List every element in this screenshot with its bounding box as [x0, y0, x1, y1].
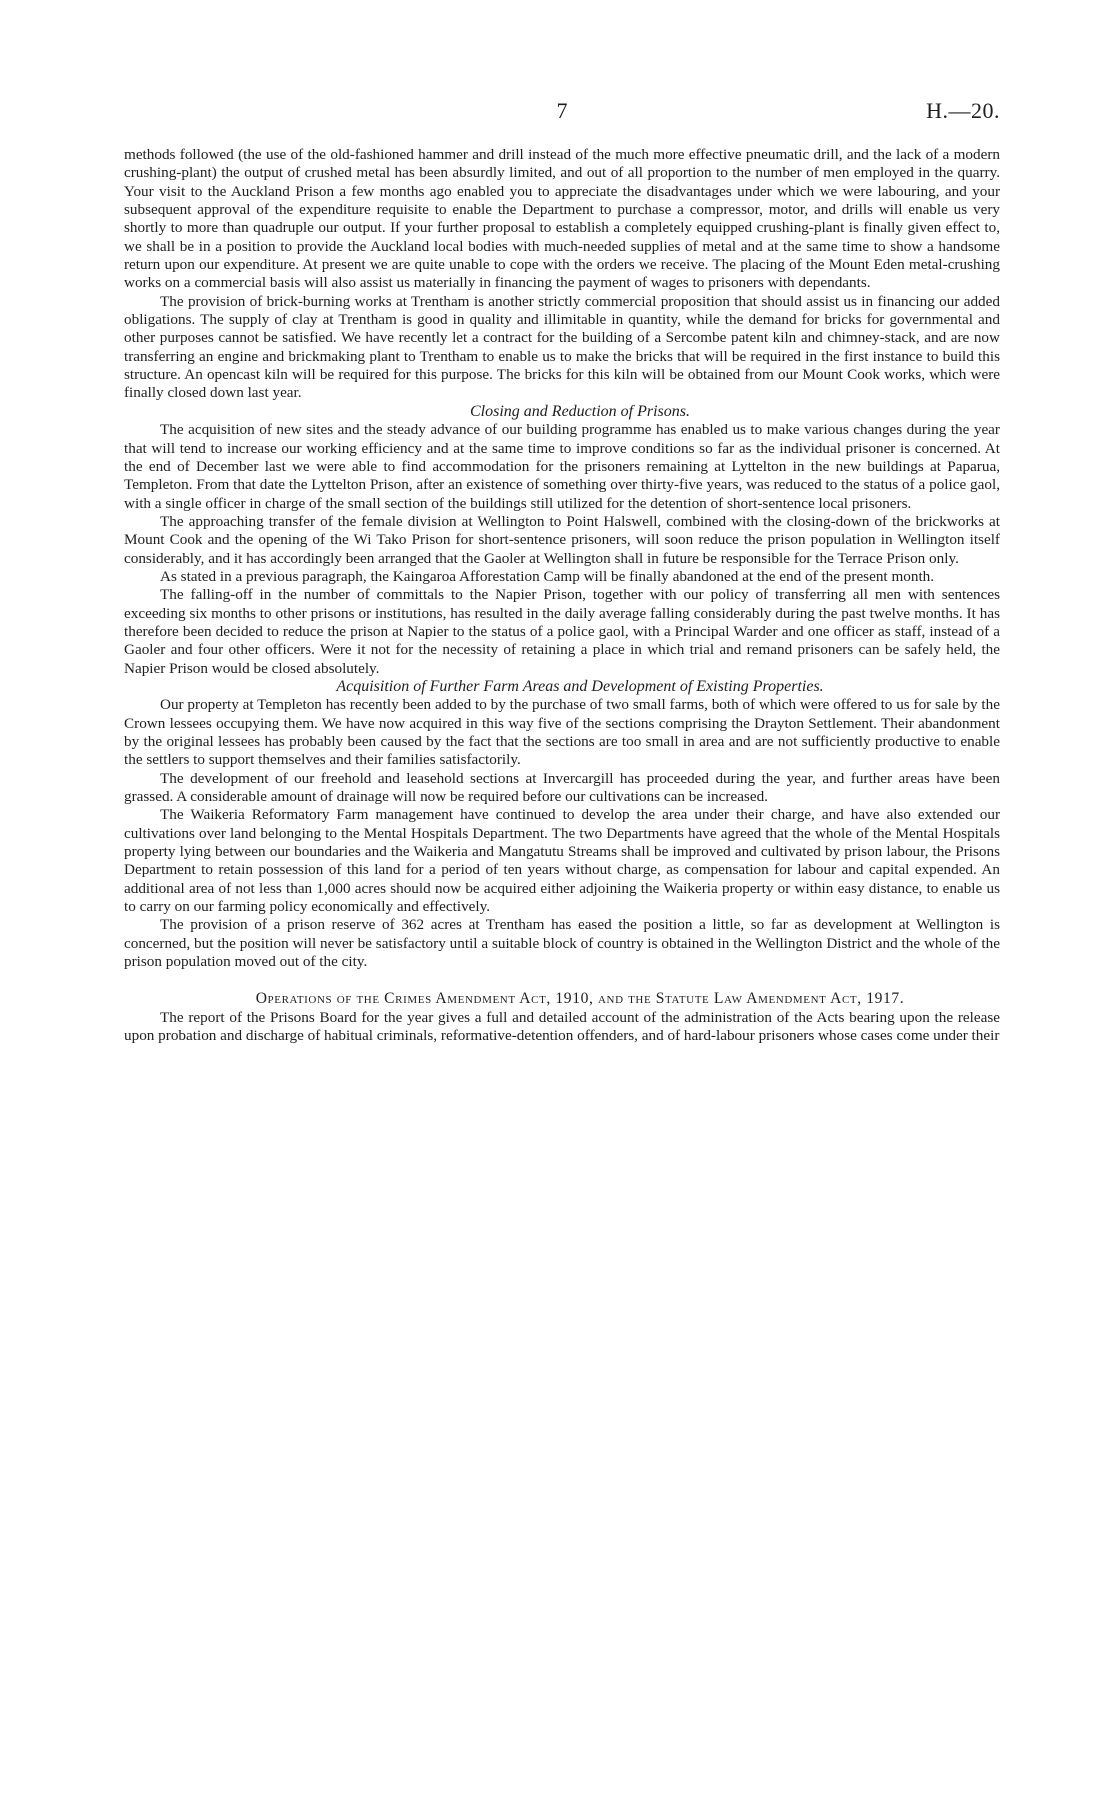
paragraph: The falling-off in the number of committals to the Napier Prison, together with our policy of transferring all men with sentences exceeding six months to other prisons or institutions, has resulted in the daily average falling considerably during the past twelve months. It has therefore been decided to reduce the prison at Napier to the status of a police gaol, with a Principal Warder and one officer as staff, instead of a Gaoler and four other officers. Were it not for the necessity of retaining a place in which trial and remand prisoners can be safely held, the Napier Prison would be closed absolutely.	[124, 586, 1000, 677]
paragraph: The provision of a prison reserve of 362 acres at Trentham has eased the position a little, so far as development at Wellington is concerned, but the position will never be satisfactory until a suitable block of country is obtained in the Wellington District and the whole of the prison population moved out of the city.	[124, 916, 1000, 971]
body-text	[124, 146, 1000, 1046]
page-header	[124, 92, 1000, 132]
paragraph: The provision of brick-burning works at Trentham is another strictly commercial proposition that should assist us in financing our added obligations. The supply of clay at Trentham is good in quality and illimitable in quantity, while the demand for bricks for governmental and other purposes cannot be satisfied. We have recently let a contract for the building of a Sercombe patent kiln and chimney-stack, and are now transferring an engine and brickmaking plant to Trentham to enable us to make the bricks that will be required in the first instance to build this structure. An opencast kiln will be required for this purpose. The bricks for this kiln will be obtained from our Mount Cook works, which were finally closed down last year.	[124, 292, 1000, 402]
paragraph: The development of our freehold and leasehold sections at Invercargill has proceeded during the year, and further areas have been grassed. A considerable amount of drainage will now be required before our cultivations can be increased.	[124, 769, 1000, 806]
page-number: 7	[556, 98, 568, 123]
paragraph: As stated in a previous paragraph, the Kaingaroa Afforestation Camp will be finally abandoned at the end of the present month.	[160, 567, 935, 585]
paper-reference: H.—20.	[926, 98, 1000, 123]
section-heading: Closing and Reduction of Prisons.	[470, 402, 690, 420]
paragraph: The report of the Prisons Board for the year gives a full and detailed account of the administration of the Acts bearing upon the release upon probation and discharge of habitual criminals, reformative-detention offenders, and of hard-labour prisoners whose cases come under their	[124, 1008, 1000, 1045]
section-heading: Operations of the Crimes Amendment Act, 1910, and the Statute Law Amendment Act, 1917.	[255, 990, 905, 1008]
paragraph: The approaching transfer of the female division at Wellington to Point Halswell, combined with the closing-down of the brickworks at Mount Cook and the opening of the Wi Tako Prison for short-sentence prisoners, will soon reduce the prison population in Wellington itself considerably, and it has accordingly been arranged that the Gaoler at Wellington shall in future be responsible for the Terrace Prison only.	[124, 512, 1000, 567]
paragraph: methods followed (the use of the old-fashioned hammer and drill instead of the much more effective pneumatic drill, and the lack of a modern crushing-plant) the output of crushed metal has been absurdly limited, and out of all proportion to the number of men employed in the quarry. Your visit to the Auckland Prison a few months ago enabled you to appreciate the disadvantages under which we were labouring, and your subsequent approval of the expenditure requisite to enable the Department to purchase a compressor, motor, and drills will enable us very shortly to more than quadruple our output. If your further proposal to establish a completely equipped crushing-plant is finally given effect to, we shall be in a position to provide the Auckland local bodies with much-needed supplies of metal and at the same time to show a handsome return upon our expenditure. At present we are quite unable to cope with the orders we receive. The placing of the Mount Eden metal-crushing works on a commercial basis will also assist us materially in financing the payment of wages to prisoners with dependants.	[124, 146, 1000, 292]
paragraph: The acquisition of new sites and the steady advance of our building programme has enabled us to make various changes during the year that will tend to increase our working efficiency and at the same time to improve conditions so far as the individual prisoner is concerned. At the end of December last we were able to find accommodation for the prisoners remaining at Lyttelton in the new buildings at Paparua, Templeton. From that date the Lyttelton Prison, after an existence of something over thirty-five years, was reduced to the status of a police gaol, with a single officer in charge of the small section of the buildings still utilized for the detention of short-sentence local prisoners.	[124, 421, 1000, 512]
section-heading: Acquisition of Further Farm Areas and Development of Existing Properties.	[336, 677, 824, 695]
paragraph: Our property at Templeton has recently been added to by the purchase of two small farms, both of which were offered to us for sale by the Crown lessees occupying them. We have now acquired in this way five of the sections comprising the Drayton Settlement. Their abandonment by the original lessees has probably been caused by the fact that the sections are too small in area and are not sufficiently productive to enable the settlers to support themselves and their families satisfactorily.	[124, 696, 1000, 769]
paragraph: The Waikeria Reformatory Farm management have continued to develop the area under their charge, and have also extended our cultivations over land belonging to the Mental Hospitals Department. The two Departments have agreed that the whole of the Mental Hospitals property lying between our boundaries and the Waikeria and Mangatutu Streams shall be improved and cultivated by prison labour, the Prisons Department to retain possession of this land for a period of ten years without charge, as compensation for labour and capital expended. An additional area of not less than 1,000 acres should now be acquired either adjoining the Waikeria property or within easy distance, to enable us to carry on our farming policy economically and effectively.	[124, 806, 1000, 916]
